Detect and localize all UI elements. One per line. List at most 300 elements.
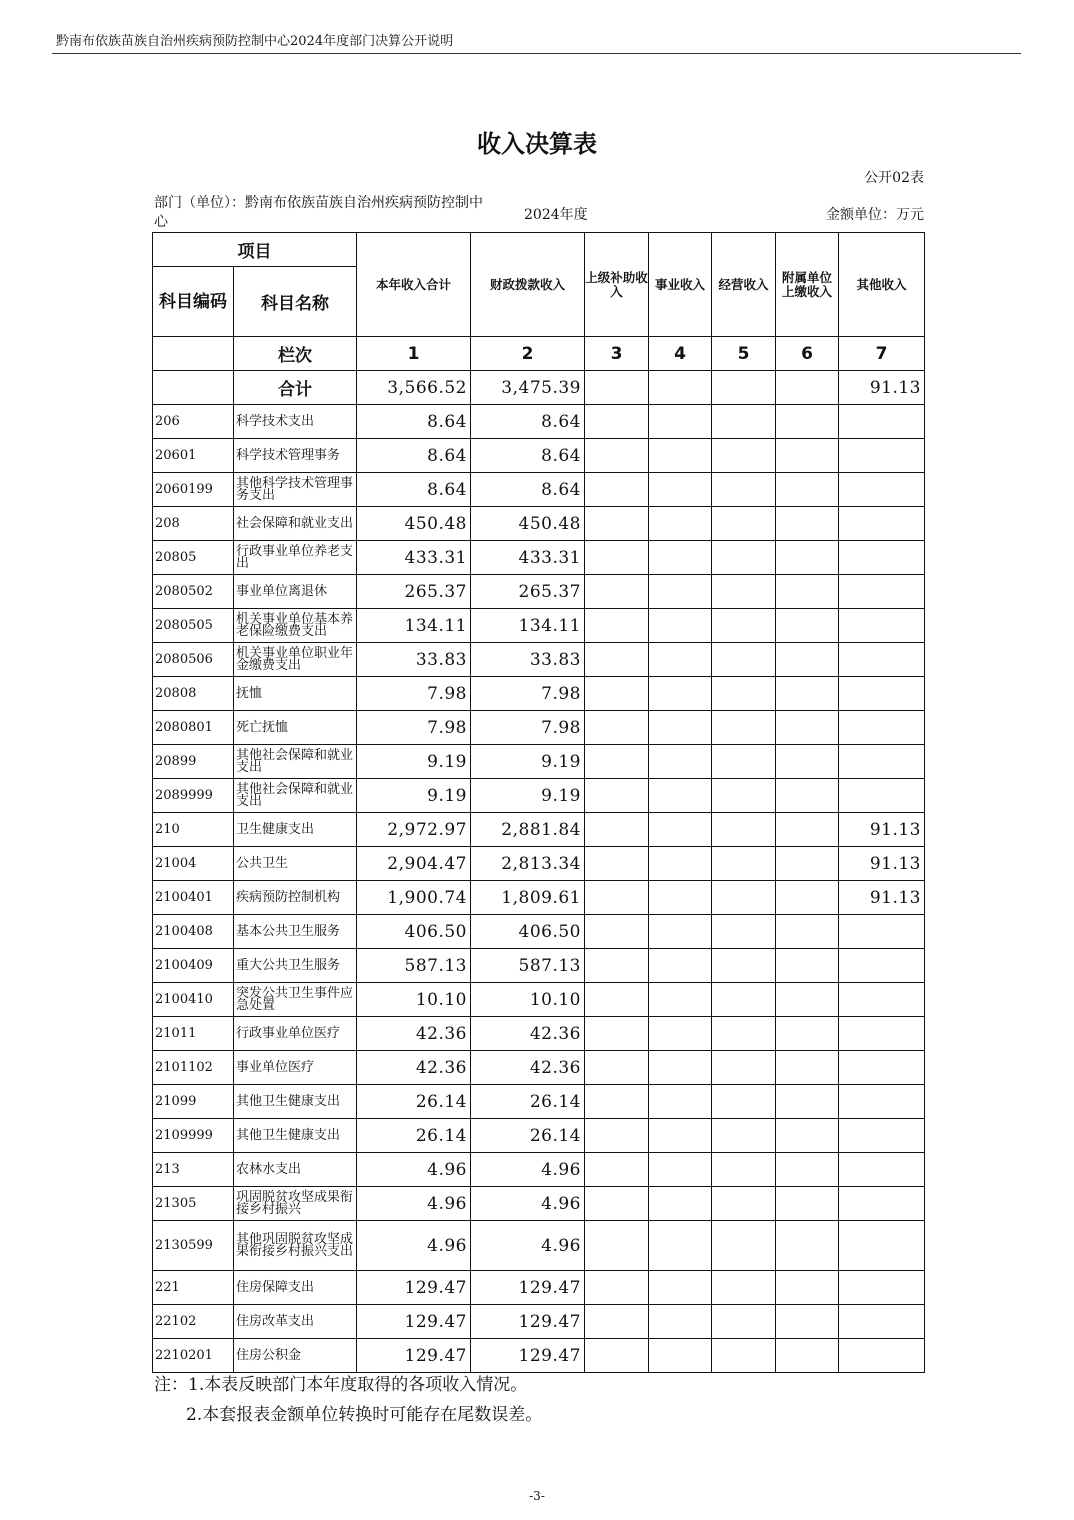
row-value-col-4 [649, 813, 712, 847]
row-value-col-6 [776, 813, 839, 847]
row-value-col-1: 129.47 [357, 1339, 471, 1373]
lanci-2: 2 [471, 337, 585, 371]
row-value-col-4 [649, 1305, 712, 1339]
header-code: 科目编码 [153, 267, 234, 337]
row-name: 疾病预防控制机构 [234, 881, 357, 915]
row-value-col-2: 587.13 [471, 949, 585, 983]
row-code: 20808 [153, 677, 234, 711]
row-code: 21305 [153, 1187, 234, 1221]
row-value-col-5 [712, 1119, 776, 1153]
row-value-col-3 [585, 813, 649, 847]
row-value-col-2: 450.48 [471, 507, 585, 541]
row-code: 2060199 [153, 473, 234, 507]
row-name: 行政事业单位养老支出 [234, 541, 357, 575]
row-name: 抚恤 [234, 677, 357, 711]
row-code: 2080505 [153, 609, 234, 643]
row-value-col-3 [585, 881, 649, 915]
row-value-col-6 [776, 575, 839, 609]
table-row [153, 1119, 925, 1153]
row-name: 其他巩固脱贫攻坚成果衔接乡村振兴支出 [234, 1221, 357, 1271]
row-value-col-2: 265.37 [471, 575, 585, 609]
table-row [153, 949, 925, 983]
row-value-col-6 [776, 1119, 839, 1153]
row-value-col-1: 2,904.47 [357, 847, 471, 881]
table-row [153, 745, 925, 779]
row-value-col-6 [776, 983, 839, 1017]
row-value-col-2: 9.19 [471, 745, 585, 779]
row-value-col-2: 26.14 [471, 1119, 585, 1153]
header-project: 项目 [153, 233, 357, 267]
row-code: 2130599 [153, 1221, 234, 1271]
document-header: 黔南布依族苗族自治州疾病预防控制中心2024年度部门决算公开说明 [56, 34, 454, 49]
row-code: 208 [153, 507, 234, 541]
row-value-col-3 [585, 1017, 649, 1051]
row-value-col-6 [776, 1187, 839, 1221]
header-name: 科目名称 [234, 267, 357, 337]
row-value-col-2: 7.98 [471, 711, 585, 745]
row-code: 2210201 [153, 1339, 234, 1373]
row-value-col-4 [649, 847, 712, 881]
row-value-col-3 [585, 507, 649, 541]
row-value-col-2: 10.10 [471, 983, 585, 1017]
row-value-col-3 [585, 541, 649, 575]
row-value-col-5 [712, 915, 776, 949]
row-value-col-4 [649, 1339, 712, 1373]
row-value-col-5 [712, 711, 776, 745]
row-value-col-4 [649, 1271, 712, 1305]
row-value-col-5 [712, 575, 776, 609]
lanci-5: 5 [712, 337, 776, 371]
row-value-col-5 [712, 949, 776, 983]
row-value-col-7 [839, 439, 925, 473]
row-value-col-5 [712, 779, 776, 813]
row-value-col-6 [776, 1221, 839, 1271]
row-value-col-5 [712, 405, 776, 439]
row-value-col-4 [649, 1085, 712, 1119]
row-value-col-5 [712, 1085, 776, 1119]
row-value-col-6 [776, 1017, 839, 1051]
row-value-col-5 [712, 881, 776, 915]
row-value-col-6 [776, 609, 839, 643]
table-row [153, 1339, 925, 1373]
row-value-col-7: 91.13 [839, 847, 925, 881]
row-value-col-7 [839, 1153, 925, 1187]
row-value-col-2: 4.96 [471, 1187, 585, 1221]
table-row [153, 439, 925, 473]
row-value-col-3 [585, 1339, 649, 1373]
row-value-col-6 [776, 745, 839, 779]
row-value-col-4 [649, 1153, 712, 1187]
row-value-col-5 [712, 813, 776, 847]
row-value-col-4 [649, 1119, 712, 1153]
row-value-col-6 [776, 439, 839, 473]
row-code: 21099 [153, 1085, 234, 1119]
row-name: 其他卫生健康支出 [234, 1119, 357, 1153]
row-code: 21011 [153, 1017, 234, 1051]
row-value-col-1: 4.96 [357, 1153, 471, 1187]
row-code: 20899 [153, 745, 234, 779]
row-value-col-7 [839, 507, 925, 541]
row-value-col-1: 26.14 [357, 1119, 471, 1153]
row-value-col-7 [839, 1221, 925, 1271]
row-value-col-4 [649, 881, 712, 915]
row-value-col-2: 9.19 [471, 779, 585, 813]
row-code: 2100409 [153, 949, 234, 983]
table-row [153, 507, 925, 541]
row-value-col-4 [649, 779, 712, 813]
row-value-col-2: 42.36 [471, 1051, 585, 1085]
row-name: 机关事业单位职业年金缴费支出 [234, 643, 357, 677]
row-value-col-7 [839, 541, 925, 575]
row-name: 行政事业单位医疗 [234, 1017, 357, 1051]
table-row [153, 1221, 925, 1271]
row-value-col-3 [585, 1221, 649, 1271]
row-value-col-5 [712, 1271, 776, 1305]
table-row [153, 1017, 925, 1051]
row-value-col-2: 33.83 [471, 643, 585, 677]
row-value-col-2: 8.64 [471, 439, 585, 473]
total-col-2: 3,475.39 [471, 371, 585, 405]
row-value-col-4 [649, 1187, 712, 1221]
row-value-col-2: 129.47 [471, 1305, 585, 1339]
row-value-col-4 [649, 405, 712, 439]
row-value-col-2: 42.36 [471, 1017, 585, 1051]
row-name: 社会保障和就业支出 [234, 507, 357, 541]
row-value-col-5 [712, 1051, 776, 1085]
row-value-col-6 [776, 1271, 839, 1305]
row-value-col-3 [585, 847, 649, 881]
row-value-col-4 [649, 541, 712, 575]
row-code: 20805 [153, 541, 234, 575]
row-value-col-4 [649, 507, 712, 541]
row-value-col-6 [776, 643, 839, 677]
table-row [153, 779, 925, 813]
row-value-col-7 [839, 473, 925, 507]
lanci-6: 6 [776, 337, 839, 371]
total-blank [153, 371, 234, 405]
row-value-col-4 [649, 1221, 712, 1271]
row-value-col-1: 10.10 [357, 983, 471, 1017]
row-value-col-5 [712, 643, 776, 677]
row-value-col-2: 406.50 [471, 915, 585, 949]
row-value-col-7 [839, 1119, 925, 1153]
row-value-col-1: 42.36 [357, 1017, 471, 1051]
lanci-7: 7 [839, 337, 925, 371]
row-value-col-1: 406.50 [357, 915, 471, 949]
row-value-col-7 [839, 1187, 925, 1221]
table-row [153, 813, 925, 847]
row-value-col-3 [585, 1187, 649, 1221]
row-value-col-4 [649, 915, 712, 949]
row-value-col-3 [585, 643, 649, 677]
row-value-col-6 [776, 779, 839, 813]
row-value-col-1: 7.98 [357, 677, 471, 711]
lanci-3: 3 [585, 337, 649, 371]
row-value-col-1: 134.11 [357, 609, 471, 643]
header-col-5: 经营收入 [712, 233, 776, 337]
row-name: 住房改革支出 [234, 1305, 357, 1339]
row-value-col-2: 129.47 [471, 1271, 585, 1305]
row-value-col-3 [585, 711, 649, 745]
table-row [153, 1305, 925, 1339]
table-row [153, 711, 925, 745]
row-value-col-7 [839, 609, 925, 643]
table-row [153, 1153, 925, 1187]
row-value-col-5 [712, 473, 776, 507]
row-value-col-2: 134.11 [471, 609, 585, 643]
row-value-col-3 [585, 983, 649, 1017]
row-value-col-1: 433.31 [357, 541, 471, 575]
row-value-col-3 [585, 609, 649, 643]
row-name: 事业单位医疗 [234, 1051, 357, 1085]
row-value-col-1: 9.19 [357, 779, 471, 813]
row-value-col-3 [585, 1153, 649, 1187]
fiscal-year: 2024年度 [524, 207, 588, 223]
row-value-col-5 [712, 1339, 776, 1373]
row-name: 死亡抚恤 [234, 711, 357, 745]
total-col-4 [649, 371, 712, 405]
row-value-col-5 [712, 847, 776, 881]
row-value-col-6 [776, 1153, 839, 1187]
table-row [153, 847, 925, 881]
row-value-col-4 [649, 745, 712, 779]
row-value-col-4 [649, 711, 712, 745]
row-code: 2101102 [153, 1051, 234, 1085]
header-col-4: 事业收入 [649, 233, 712, 337]
row-value-col-3 [585, 1305, 649, 1339]
total-col-6 [776, 371, 839, 405]
header-col-2: 财政拨款收入 [471, 233, 585, 337]
row-value-col-1: 8.64 [357, 405, 471, 439]
row-value-col-7 [839, 1085, 925, 1119]
row-value-col-2: 433.31 [471, 541, 585, 575]
table-row [153, 541, 925, 575]
row-code: 221 [153, 1271, 234, 1305]
row-name: 公共卫生 [234, 847, 357, 881]
row-code: 2089999 [153, 779, 234, 813]
row-value-col-1: 8.64 [357, 439, 471, 473]
row-value-col-6 [776, 1051, 839, 1085]
row-value-col-1: 33.83 [357, 643, 471, 677]
row-value-col-4 [649, 473, 712, 507]
row-code: 21004 [153, 847, 234, 881]
row-value-col-4 [649, 677, 712, 711]
row-value-col-4 [649, 1051, 712, 1085]
header-col-6: 附属单位上缴收入 [776, 233, 839, 337]
page-title: 收入决算表 [477, 130, 597, 158]
row-value-col-1: 450.48 [357, 507, 471, 541]
row-value-col-7 [839, 711, 925, 745]
row-name: 住房公积金 [234, 1339, 357, 1373]
table-row [153, 881, 925, 915]
row-value-col-5 [712, 609, 776, 643]
row-value-col-5 [712, 439, 776, 473]
row-value-col-4 [649, 1017, 712, 1051]
row-name: 机关事业单位基本养老保险缴费支出 [234, 609, 357, 643]
row-value-col-4 [649, 609, 712, 643]
row-value-col-5 [712, 541, 776, 575]
row-value-col-2: 7.98 [471, 677, 585, 711]
row-value-col-7 [839, 1017, 925, 1051]
department-label: 部门（单位）：黔南布依族苗族自治州疾病预防控制中心 [154, 195, 483, 230]
row-value-col-2: 2,813.34 [471, 847, 585, 881]
row-value-col-6 [776, 405, 839, 439]
row-value-col-7 [839, 949, 925, 983]
notes [154, 1370, 542, 1430]
table-row [153, 983, 925, 1017]
row-value-col-1: 42.36 [357, 1051, 471, 1085]
row-code: 22102 [153, 1305, 234, 1339]
row-code: 20601 [153, 439, 234, 473]
header-col-7: 其他收入 [839, 233, 925, 337]
lanci-label: 栏次 [234, 337, 357, 371]
row-value-col-5 [712, 677, 776, 711]
row-code: 2100408 [153, 915, 234, 949]
row-code: 213 [153, 1153, 234, 1187]
row-name: 其他社会保障和就业支出 [234, 745, 357, 779]
row-value-col-1: 8.64 [357, 473, 471, 507]
lanci-blank [153, 337, 234, 371]
table-row [153, 1051, 925, 1085]
row-value-col-7 [839, 779, 925, 813]
note-1: 注：1.本表反映部门本年度取得的各项收入情况。 [154, 1375, 528, 1395]
row-value-col-1: 2,972.97 [357, 813, 471, 847]
row-value-col-7 [839, 575, 925, 609]
page-number: -3- [529, 1489, 545, 1503]
row-value-col-7: 91.13 [839, 813, 925, 847]
amount-unit: 金额单位：万元 [826, 207, 924, 223]
table-row [153, 915, 925, 949]
row-value-col-5 [712, 983, 776, 1017]
row-code: 2100410 [153, 983, 234, 1017]
row-value-col-6 [776, 847, 839, 881]
table-row [153, 473, 925, 507]
row-code: 210 [153, 813, 234, 847]
row-value-col-2: 4.96 [471, 1221, 585, 1271]
total-col-1: 3,566.52 [357, 371, 471, 405]
row-value-col-3 [585, 473, 649, 507]
row-value-col-6 [776, 473, 839, 507]
row-name: 事业单位离退休 [234, 575, 357, 609]
row-value-col-6 [776, 711, 839, 745]
row-value-col-5 [712, 1305, 776, 1339]
row-value-col-4 [649, 983, 712, 1017]
header-col-1: 本年收入合计 [357, 233, 471, 337]
total-label: 合计 [234, 371, 357, 405]
row-value-col-7 [839, 745, 925, 779]
row-value-col-3 [585, 439, 649, 473]
row-name: 突发公共卫生事件应急处置 [234, 983, 357, 1017]
row-value-col-1: 7.98 [357, 711, 471, 745]
row-value-col-3 [585, 1119, 649, 1153]
header-rule [52, 53, 1021, 54]
row-code: 2109999 [153, 1119, 234, 1153]
row-value-col-6 [776, 1085, 839, 1119]
row-value-col-4 [649, 949, 712, 983]
row-value-col-7 [839, 1051, 925, 1085]
row-value-col-7 [839, 1305, 925, 1339]
row-value-col-1: 9.19 [357, 745, 471, 779]
row-value-col-1: 587.13 [357, 949, 471, 983]
row-value-col-3 [585, 677, 649, 711]
row-name: 重大公共卫生服务 [234, 949, 357, 983]
row-value-col-3 [585, 1085, 649, 1119]
table-row [153, 405, 925, 439]
row-value-col-2: 129.47 [471, 1339, 585, 1373]
row-value-col-3 [585, 575, 649, 609]
table-row [153, 609, 925, 643]
row-value-col-5 [712, 1221, 776, 1271]
row-name: 其他科学技术管理事务支出 [234, 473, 357, 507]
row-value-col-6 [776, 1305, 839, 1339]
row-value-col-7: 91.13 [839, 881, 925, 915]
row-value-col-2: 26.14 [471, 1085, 585, 1119]
row-value-col-3 [585, 1271, 649, 1305]
row-value-col-1: 129.47 [357, 1305, 471, 1339]
table-row [153, 643, 925, 677]
total-col-7: 91.13 [839, 371, 925, 405]
row-value-col-7 [839, 643, 925, 677]
income-table [152, 232, 925, 1373]
row-code: 2080506 [153, 643, 234, 677]
lanci-4: 4 [649, 337, 712, 371]
row-name: 卫生健康支出 [234, 813, 357, 847]
row-value-col-7 [839, 405, 925, 439]
row-code: 2080801 [153, 711, 234, 745]
row-name: 其他卫生健康支出 [234, 1085, 357, 1119]
row-value-col-1: 265.37 [357, 575, 471, 609]
table-row [153, 677, 925, 711]
row-value-col-6 [776, 677, 839, 711]
table-row [153, 575, 925, 609]
total-col-5 [712, 371, 776, 405]
row-value-col-1: 26.14 [357, 1085, 471, 1119]
row-value-col-3 [585, 949, 649, 983]
row-name: 巩固脱贫攻坚成果衔接乡村振兴 [234, 1187, 357, 1221]
row-value-col-5 [712, 507, 776, 541]
row-value-col-6 [776, 915, 839, 949]
row-value-col-7 [839, 915, 925, 949]
row-value-col-2: 1,809.61 [471, 881, 585, 915]
row-value-col-5 [712, 1187, 776, 1221]
total-col-3 [585, 371, 649, 405]
row-value-col-5 [712, 1153, 776, 1187]
row-value-col-6 [776, 881, 839, 915]
row-value-col-3 [585, 745, 649, 779]
row-name: 其他社会保障和就业支出 [234, 779, 357, 813]
header-col-3: 上级补助收入 [585, 233, 649, 337]
row-code: 2100401 [153, 881, 234, 915]
row-code: 206 [153, 405, 234, 439]
row-value-col-7 [839, 983, 925, 1017]
lanci-1: 1 [357, 337, 471, 371]
row-value-col-3 [585, 915, 649, 949]
row-value-col-3 [585, 1051, 649, 1085]
row-value-col-4 [649, 643, 712, 677]
row-name: 基本公共卫生服务 [234, 915, 357, 949]
row-value-col-3 [585, 779, 649, 813]
row-value-col-2: 8.64 [471, 473, 585, 507]
row-value-col-7 [839, 677, 925, 711]
row-value-col-2: 2,881.84 [471, 813, 585, 847]
row-value-col-1: 129.47 [357, 1271, 471, 1305]
row-value-col-6 [776, 949, 839, 983]
row-value-col-6 [776, 507, 839, 541]
table-row [153, 1085, 925, 1119]
row-name: 科学技术管理事务 [234, 439, 357, 473]
form-number: 公开02表 [864, 170, 924, 186]
row-value-col-7 [839, 1339, 925, 1373]
